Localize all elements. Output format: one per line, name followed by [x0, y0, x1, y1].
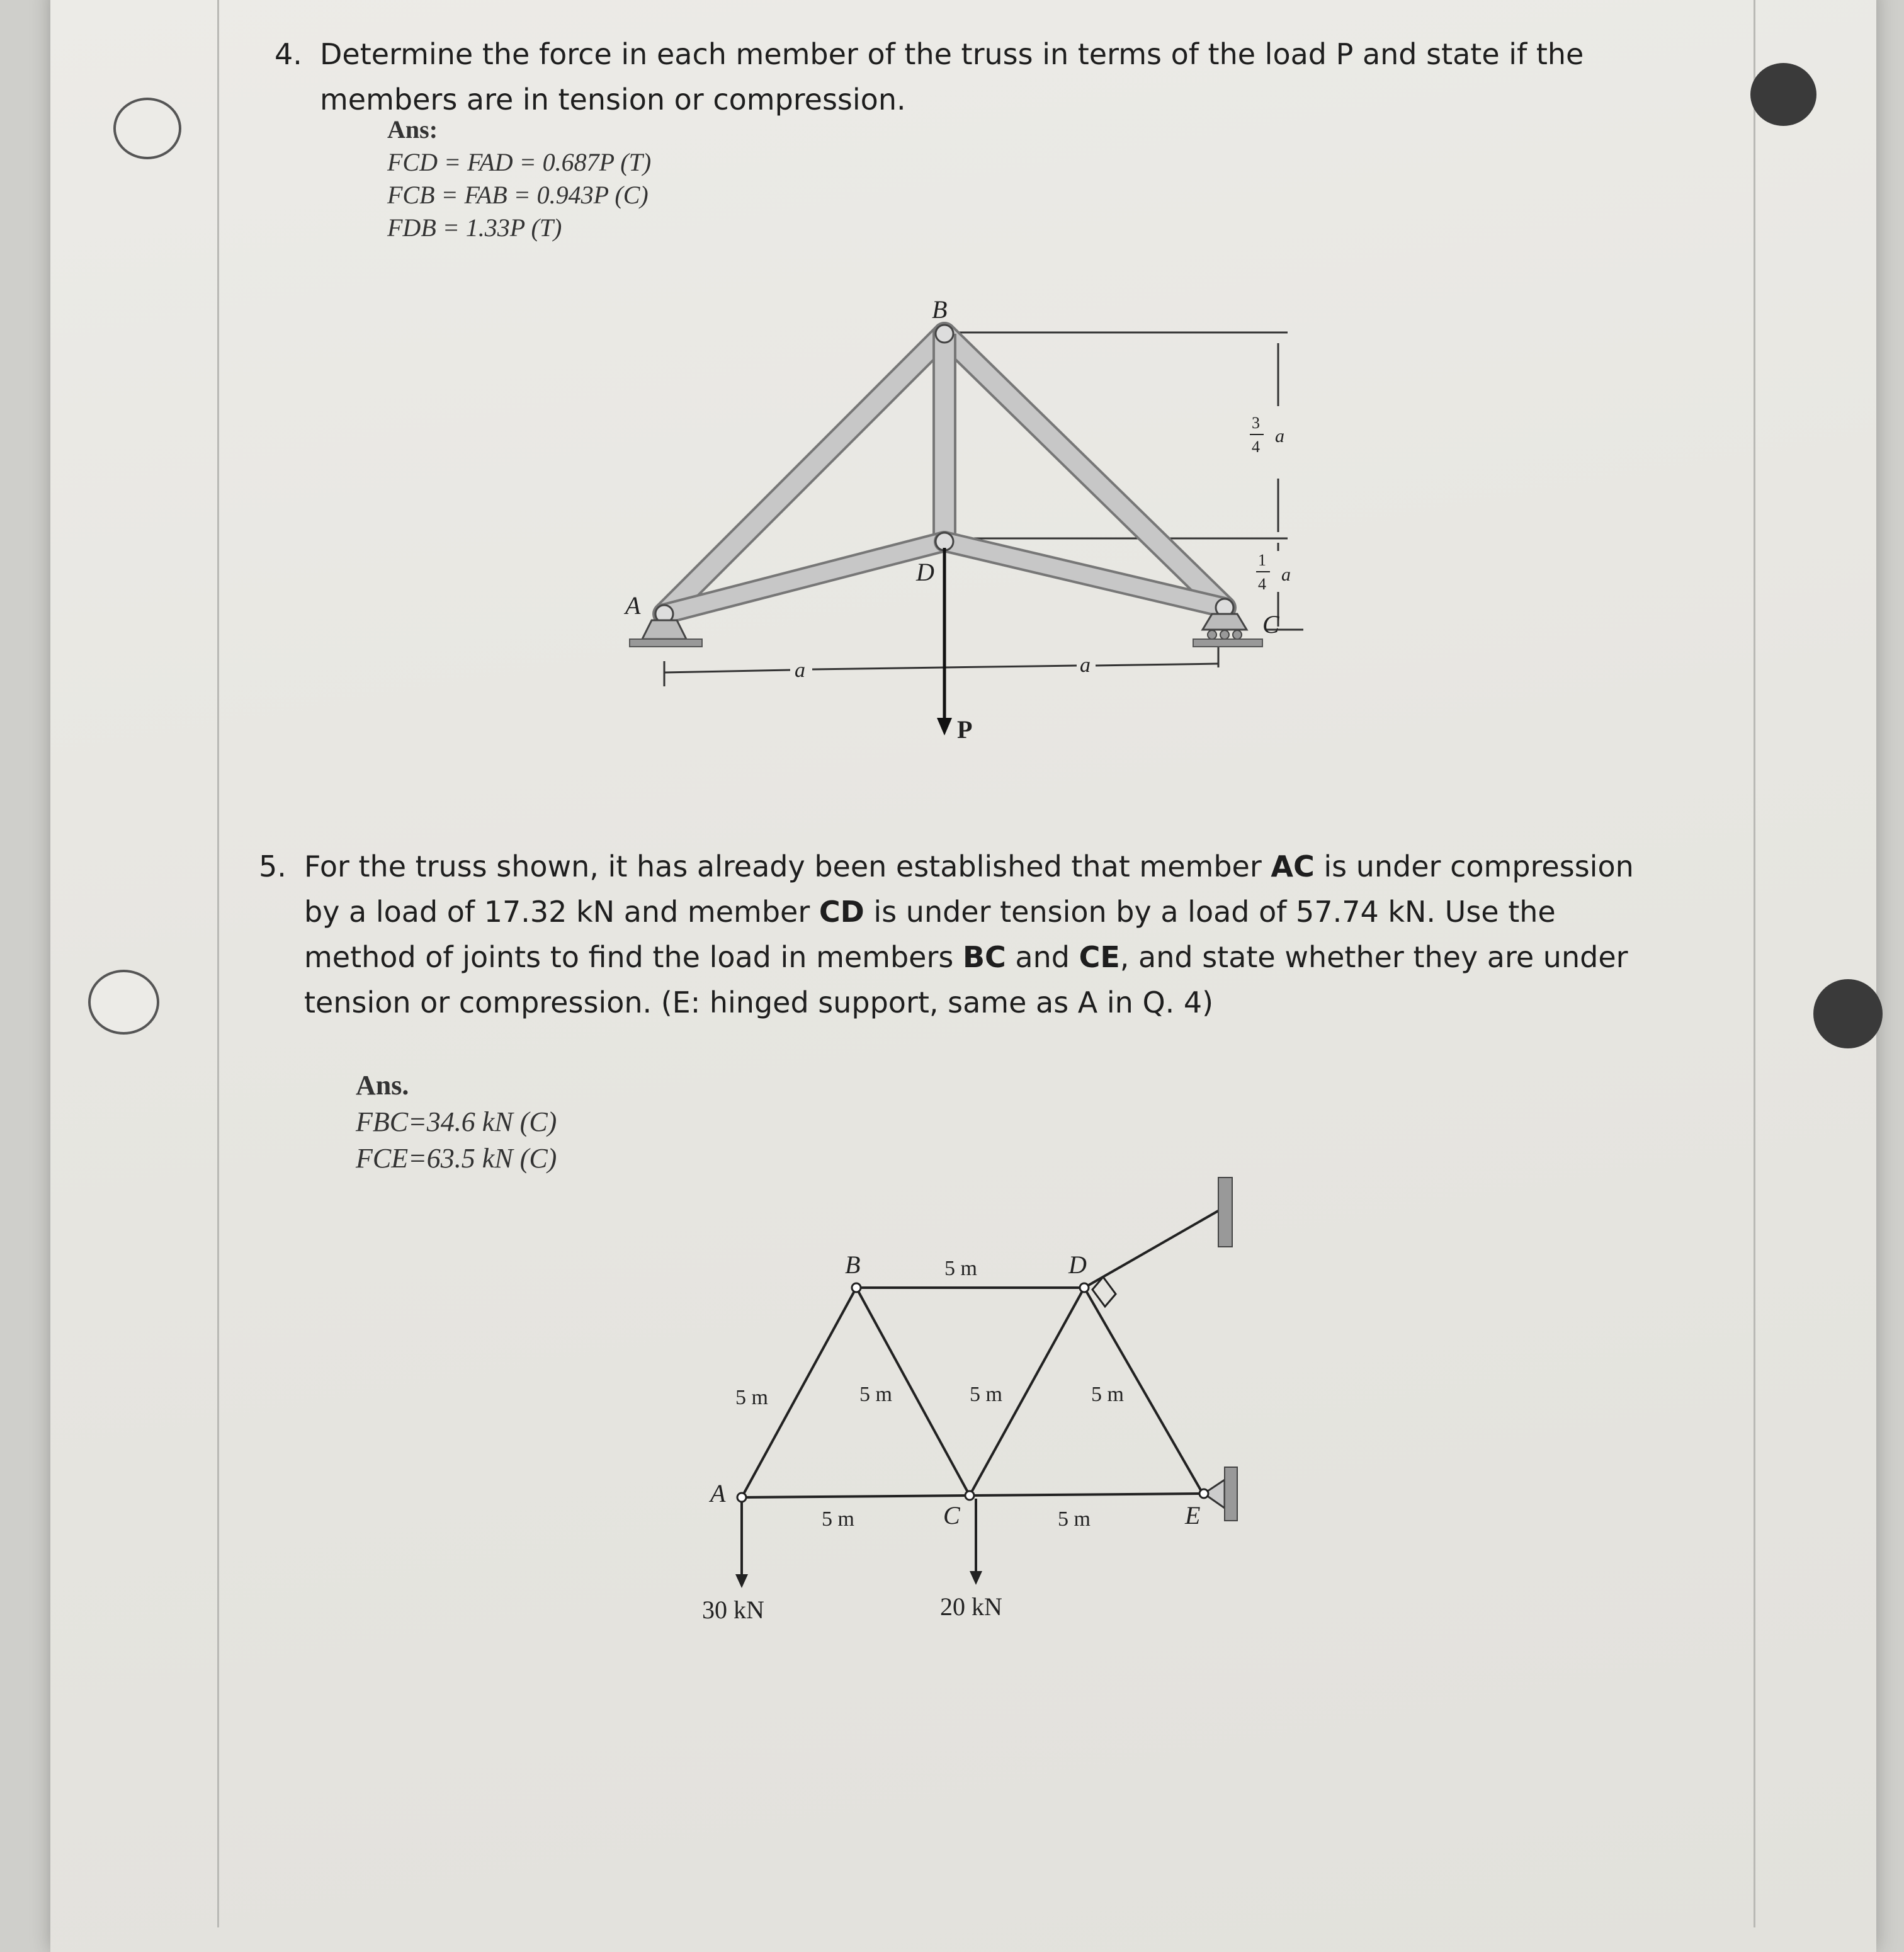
q5-number: 5.	[259, 849, 286, 883]
q5-text-line4: tension or compression. (E: hinged support, same as A in Q. 4)	[304, 985, 1214, 1019]
q4-text-line2: members are in tension or compression.	[320, 82, 906, 116]
q4-ans-line3: FDB = 1.33P (T)	[387, 213, 562, 242]
q4-label-a: A	[625, 591, 641, 620]
q4-span-line-right	[1096, 664, 1218, 666]
q4-frac-lower-num: 1	[1258, 551, 1266, 569]
q4-support-c-base	[1193, 639, 1262, 647]
q5-line2-member-cd: CD	[819, 895, 864, 929]
q4-span-label-left: a	[795, 659, 805, 682]
q4-span-label-right: a	[1080, 654, 1091, 677]
q5-ans-label: Ans.	[356, 1070, 409, 1101]
q5-top-wall	[1218, 1177, 1232, 1247]
q5-load-a-label: 30 kN	[702, 1596, 764, 1624]
q5-len-ce: 5 m	[1058, 1507, 1091, 1531]
q5-line1-member-ac: AC	[1271, 849, 1315, 883]
q4-support-c-roller-1	[1208, 630, 1216, 639]
q5-line1-part-a: For the truss shown, it has already been established that member	[304, 849, 1271, 883]
q4-frac-upper-den: 4	[1252, 438, 1260, 456]
q4-joint-d	[936, 533, 953, 550]
q4-span-line-left-a	[664, 670, 790, 672]
q5-text-line2	[304, 889, 1740, 934]
q5-len-bd: 5 m	[944, 1257, 977, 1280]
q4-label-b: B	[932, 295, 948, 324]
q5-len-ac: 5 m	[822, 1507, 854, 1531]
q5-line3-part-a: method of joints to find the load in members	[304, 940, 963, 974]
q4-label-c: C	[1262, 610, 1279, 638]
q4-support-c-roller-3	[1233, 630, 1242, 639]
q5-joint-b	[852, 1283, 861, 1292]
q5-joint-d	[1080, 1283, 1089, 1292]
q4-truss-figure	[0, 0, 1904, 787]
q5-line2-part-c: is under tension by a load of 57.74 kN. Use the	[864, 895, 1556, 929]
q5-text-line1	[304, 844, 1740, 889]
q4-frac-upper-num: 3	[1252, 414, 1260, 432]
q5-line3-part-e: , and state whether they are under	[1119, 940, 1628, 974]
q4-support-c-roller-2	[1220, 630, 1229, 639]
binder-hole-dark-middle	[1813, 979, 1883, 1048]
q5-len-bc: 5 m	[859, 1383, 892, 1406]
q4-joint-b	[936, 325, 953, 343]
q4-ans-label: Ans:	[387, 115, 438, 144]
q5-statement	[259, 844, 1740, 1025]
q4-ans-line1: FCD = FAD = 0.687P (T)	[387, 148, 652, 176]
q5-support-e-wall	[1225, 1467, 1237, 1521]
q5-ans-line2: FCE=63.5 kN (C)	[356, 1143, 557, 1174]
q4-frac-upper-var: a	[1275, 426, 1284, 446]
q5-label-b: B	[845, 1251, 861, 1279]
q4-text-line1: Determine the force in each member of the truss in terms of the load P and state if the	[320, 37, 1584, 71]
q5-len-ab: 5 m	[735, 1386, 768, 1409]
q4-support-a-base	[630, 639, 702, 647]
q5-load-c-arrowhead	[970, 1571, 982, 1585]
q4-load-arrowhead	[937, 718, 952, 735]
q4-ans-line2: FCB = FAB = 0.943P (C)	[387, 181, 649, 209]
q5-load-a-arrowhead	[735, 1574, 748, 1588]
q5-joint-e	[1199, 1489, 1208, 1498]
q5-line3-member-bc: BC	[962, 940, 1006, 974]
q4-support-c-pin	[1203, 614, 1247, 630]
q5-line2-part-a: by a load of 17.32 kN and member	[304, 895, 819, 929]
q5-cable	[1084, 1209, 1221, 1288]
q4-frac-lower-den: 4	[1258, 575, 1266, 593]
q5-len-de: 5 m	[1091, 1383, 1124, 1406]
q5-joint-c	[965, 1491, 974, 1500]
q5-answer	[356, 1067, 557, 1177]
q5-line3-member-ce: CE	[1079, 940, 1120, 974]
q5-label-c: C	[943, 1501, 960, 1529]
q5-line1-part-c: is under compression	[1314, 849, 1634, 883]
q5-len-cd: 5 m	[970, 1383, 1002, 1406]
binder-hole-open-middle	[88, 970, 159, 1035]
q4-label-p: P	[957, 715, 973, 744]
q4-frac-lower-var: a	[1281, 564, 1291, 585]
q5-text-line3	[304, 934, 1740, 980]
q5-load-c-label: 20 kN	[940, 1592, 1002, 1621]
q5-truss-figure	[0, 1165, 1904, 1669]
q4-number: 4.	[275, 37, 302, 71]
q5-ans-line1: FBC=34.6 kN (C)	[356, 1106, 557, 1137]
q5-label-e: E	[1185, 1501, 1201, 1529]
q4-support-a-pin	[642, 620, 686, 639]
q4-label-d: D	[916, 558, 934, 586]
q5-label-d: D	[1068, 1251, 1087, 1279]
q5-joint-a	[737, 1493, 746, 1502]
q5-line3-part-c: and	[1006, 940, 1079, 974]
q5-label-a: A	[710, 1479, 726, 1507]
